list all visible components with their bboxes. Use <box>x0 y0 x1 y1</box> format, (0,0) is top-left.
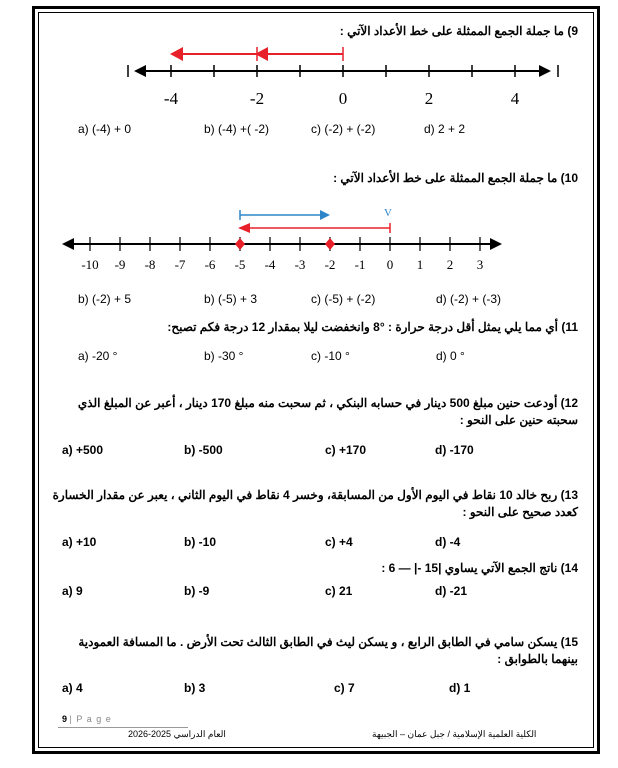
q12-option-b[interactable]: b) -500 <box>184 443 223 457</box>
q10-axis-left-arrow <box>62 238 74 250</box>
q9-tick-label: -4 <box>163 89 179 108</box>
q11-option-b[interactable]: b) -30 ° <box>204 349 244 363</box>
q14-question: 14) ناتج الجمع الآتي يساوي |15 -| — 6 : <box>381 561 578 575</box>
q13-question: 13) ربح خالد 10 نقاط في اليوم الأول من المسابقة، وخسر 4 نقاط في اليوم الثاني ، يعبر عن مقدار الخسارة كعدد صحيح على النحو : <box>52 488 578 519</box>
q10-tick-label: 1 <box>416 257 424 272</box>
q9-vector-1-arrow <box>170 47 183 61</box>
q9-option-d[interactable]: d) 2 + 2 <box>424 122 466 136</box>
q9-option-b[interactable]: b) (-4) +( -2) <box>204 122 270 136</box>
q14-option-c[interactable]: c) 21 <box>325 584 353 598</box>
q15-option-d[interactable]: d) 1 <box>449 681 471 695</box>
q15-option-c[interactable]: c) 7 <box>334 681 355 695</box>
q15-option-a[interactable]: a) 4 <box>62 681 83 695</box>
q10-tick-label: -8 <box>144 257 156 272</box>
q10-tick-label: -6 <box>204 257 216 272</box>
q14-option-b[interactable]: b) -9 <box>184 584 210 598</box>
footer-page-number <box>62 714 112 724</box>
q10-point-minus-2 <box>325 238 335 250</box>
q14-option-a[interactable]: a) 9 <box>62 584 83 598</box>
q11-option-d[interactable]: d) 0 ° <box>436 349 465 363</box>
q9-tick-label: -2 <box>249 89 265 108</box>
q10-red-vector-arrow <box>238 223 250 233</box>
q10-tick-label: -7 <box>174 257 186 272</box>
q10-tick-label: -1 <box>354 257 366 272</box>
q10-tick-label: -2 <box>324 257 336 272</box>
q10-tick-label: -3 <box>294 257 306 272</box>
q13-option-d[interactable]: d) -4 <box>435 535 461 549</box>
q10-option-d[interactable]: d) (-2) + (-3) <box>436 292 502 306</box>
q10-axis-right-arrow <box>490 238 502 250</box>
q9-option-a[interactable]: a) (-4) + 0 <box>78 122 132 136</box>
q9-tick-label: 4 <box>510 89 520 108</box>
q10-question: 10) ما جملة الجمع الممثلة على خط الأعداد الآتي : <box>333 171 578 185</box>
q9-question: 9) ما جملة الجمع الممثلة على خط الأعداد الآتي : <box>339 24 578 38</box>
q12-question: 12) أودعت حنين مبلغ 500 دينار في حسابه البنكي ، ثم سحبت منه مبلغ 170 دينار ، أعبر عن المبلغ الذي سحبته حنين على النحو : <box>77 396 578 427</box>
q9-tick-label: 0 <box>338 89 348 108</box>
q13-option-c[interactable]: c) +4 <box>325 535 353 549</box>
q10-option-c[interactable]: c) (-5) + (-2) <box>311 292 376 306</box>
q10-tick-label: -5 <box>234 257 246 272</box>
q9-tick-label: 2 <box>424 89 434 108</box>
q10-blue-vector-arrow <box>320 210 330 220</box>
q10-point-minus-5 <box>235 238 245 250</box>
q10-marker: V <box>384 207 392 219</box>
q12-option-d[interactable]: d) -170 <box>435 443 474 457</box>
q12-option-a[interactable]: a) +500 <box>62 443 104 457</box>
q10-tick-label: -4 <box>264 257 276 272</box>
q11-option-c[interactable]: c) -10 ° <box>311 349 350 363</box>
q9-option-c[interactable]: c) (-2) + (-2) <box>311 122 376 136</box>
q10-number-line <box>0 195 618 280</box>
q15-option-b[interactable]: b) 3 <box>184 681 206 695</box>
page-number: 9 <box>62 714 68 724</box>
q11-option-a[interactable]: a) -20 ° <box>78 349 118 363</box>
footer-school: الكلية العلمية الإسلامية / جبل عمان – الجبيهة <box>372 729 537 739</box>
q10-option-b2[interactable]: b) (-5) + 3 <box>204 292 258 306</box>
q9-axis-left-arrow <box>134 65 146 77</box>
q10-option-b1[interactable]: b) (-2) + 5 <box>78 292 132 306</box>
q11-question: 11) أي مما يلي يمثل أقل درجة حرارة : °8 وانخفضت ليلا بمقدار 12 درجة فكم تصبح: <box>167 320 578 334</box>
footer-rule <box>58 727 188 728</box>
q10-tick-label: 3 <box>476 257 484 272</box>
q10-tick-label: 2 <box>446 257 454 272</box>
q13-option-a[interactable]: a) +10 <box>62 535 97 549</box>
q10-tick-label: 0 <box>386 257 394 272</box>
page-word: | P a g e <box>69 714 112 724</box>
q10-tick-label: -10 <box>81 257 99 272</box>
q14-option-d[interactable]: d) -21 <box>435 584 468 598</box>
q9-axis-right-arrow <box>539 65 551 77</box>
q9-number-line <box>0 0 618 112</box>
q12-option-c[interactable]: c) +170 <box>325 443 367 457</box>
footer-year: العام الدراسي 2025-2026 <box>128 729 226 739</box>
q15-question: 15) يسكن سامي في الطابق الرابع ، و يسكن ليث في الطابق الثالث تحت الأرض . ما المسافة العمودية بينهما بالطوابق : <box>78 635 578 666</box>
q13-option-b[interactable]: b) -10 <box>184 535 217 549</box>
q10-tick-label: -9 <box>114 257 126 272</box>
